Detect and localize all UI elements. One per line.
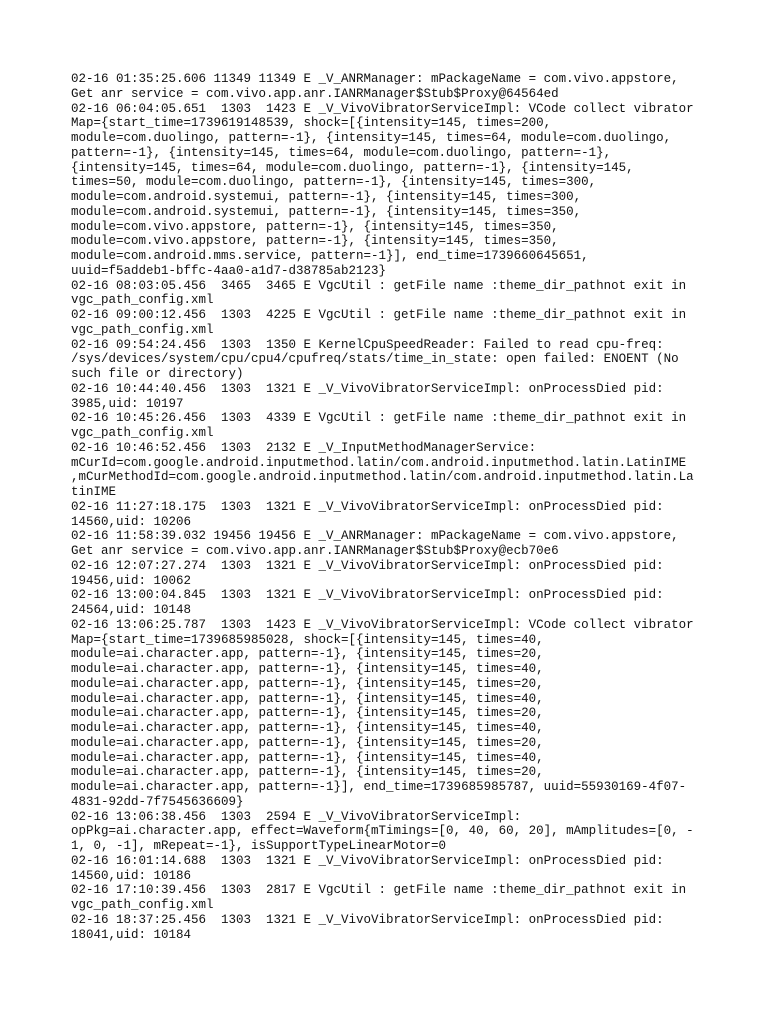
log-line: 14560,uid: 10206 [71,514,192,529]
log-line: module=com.android.systemui, pattern=-1}, {intensity=145, times=300, [71,190,582,204]
log-line: 1, 0, -1], mRepeat=-1}, isSupportTypeLinearMotor=0 [71,839,447,853]
log-line: 24564,uid: 10148 [71,603,192,617]
log-line: vgc_path_config.xml [71,293,214,308]
log-line: module=com.android.mms.service, pattern=-1}], end_time=1739660645651, [71,249,589,263]
log-line: 02-16 13:00:04.845 1303 1321 E _V_VivoVibratorServiceImpl: onProcessDied pid: [71,588,664,603]
log-line: vgc_path_config.xml [71,426,214,440]
log-line: Get anr service = com.vivo.app.anr.IANRManager$Stub$Proxy@ecb70e6 [71,544,559,558]
log-line: module=com.android.systemui, pattern=-1}, {intensity=145, times=350, [71,204,582,219]
log-line: 02-16 10:44:40.456 1303 1321 E _V_VivoVibratorServiceImpl: onProcessDied pid: [71,381,664,396]
log-line: 02-16 17:10:39.456 1303 2817 E VgcUtil : getFile name :theme_dir_pathnot exit in [71,883,687,898]
log-line: Map={start_time=1739619148539, shock=[{intensity=145, times=200, [71,116,552,131]
log-line: vgc_path_config.xml [71,898,214,912]
log-line: 02-16 08:03:05.456 3465 3465 E VgcUtil : getFile name :theme_dir_pathnot exit in [71,278,687,293]
log-line: 4831-92dd-7f7545636609} [71,794,244,809]
log-line: 02-16 01:35:25.606 11349 11349 E _V_ANRManager: mPackageName = com.vivo.appstore, [71,72,679,86]
log-line: 02-16 11:27:18.175 1303 1321 E _V_VivoVibratorServiceImpl: onProcessDied pid: [71,499,664,514]
log-document [71,72,703,942]
log-line: module=ai.character.app, pattern=-1}, {intensity=145, times=20, [71,676,544,691]
log-line: 02-16 13:06:25.787 1303 1423 E _V_VivoVibratorServiceImpl: VCode collect vibrator [71,617,694,632]
log-line: {intensity=145, times=64, module=com.duolingo, pattern=-1}, {intensity=145, [71,160,634,175]
log-line: 02-16 11:58:39.032 19456 19456 E _V_ANRManager: mPackageName = com.vivo.appstore, [71,529,679,544]
log-line: 02-16 12:07:27.274 1303 1321 E _V_VivoVibratorServiceImpl: onProcessDied pid: [71,558,664,573]
log-line: module=com.vivo.appstore, pattern=-1}, {intensity=145, times=350, [71,234,559,249]
log-line: times=50, module=com.duolingo, pattern=-1}, {intensity=145, times=300, [71,175,597,190]
log-line: 02-16 09:00:12.456 1303 4225 E VgcUtil : getFile name :theme_dir_pathnot exit in [71,308,687,322]
log-line: tinIME [71,485,117,499]
log-line: module=ai.character.app, pattern=-1}, {intensity=145, times=40, [71,721,544,735]
log-line: module=ai.character.app, pattern=-1}], end_time=1739685985787, uuid=55930169-4f07- [71,780,687,794]
log-line: module=ai.character.app, pattern=-1}, {intensity=145, times=40, [71,662,544,676]
log-line: 19456,uid: 10062 [71,573,192,588]
log-line: such file or directory) [71,367,244,381]
log-line: Get anr service = com.vivo.app.anr.IANRManager$Stub$Proxy@64564ed [71,86,559,101]
log-line: ,mCurMethodId=com.google.android.inputmethod.latin/com.android.inputmethod.latin.La [71,470,694,485]
log-line: 02-16 16:01:14.688 1303 1321 E _V_VivoVibratorServiceImpl: onProcessDied pid: [71,853,664,868]
log-line: 02-16 06:04:05.651 1303 1423 E _V_VivoVibratorServiceImpl: VCode collect vibrator [71,101,694,116]
log-line: module=com.duolingo, pattern=-1}, {intensity=145, times=64, module=com.duolingo, [71,131,672,145]
log-line: module=com.vivo.appstore, pattern=-1}, {intensity=145, times=350, [71,219,559,234]
log-line: Map={start_time=1739685985028, shock=[{intensity=145, times=40, [71,632,544,647]
log-line: 02-16 10:46:52.456 1303 2132 E _V_InputMethodManagerService: [71,440,537,455]
log-line: 02-16 10:45:26.456 1303 4339 E VgcUtil : getFile name :theme_dir_pathnot exit in [71,411,687,426]
log-line: 14560,uid: 10186 [71,868,192,883]
log-line: 18041,uid: 10184 [71,927,192,942]
log-line: mCurId=com.google.android.inputmethod.latin/com.android.inputmethod.latin.LatinIME [71,455,687,470]
log-line: module=ai.character.app, pattern=-1}, {intensity=145, times=20, [71,706,544,721]
log-line: 02-16 09:54:24.456 1303 1350 E KernelCpuSpeedReader: Failed to read cpu-freq: [71,337,664,352]
log-line: uuid=f5addeb1-bffc-4aa0-a1d7-d38785ab2123} [71,263,387,278]
log-line: opPkg=ai.character.app, effect=Waveform{mTimings=[0, 40, 60, 20], mAmplitudes=[0, - [71,824,694,839]
log-line: module=ai.character.app, pattern=-1}, {intensity=145, times=20, [71,647,544,662]
log-line: module=ai.character.app, pattern=-1}, {intensity=145, times=40, [71,750,544,765]
log-line: module=ai.character.app, pattern=-1}, {intensity=145, times=20, [71,765,544,780]
log-line: pattern=-1}, {intensity=145, times=64, module=com.duolingo, pattern=-1}, [71,145,612,160]
log-line: 3985,uid: 10197 [71,396,184,411]
log-line: /sys/devices/system/cpu/cpu4/cpufreq/stats/time_in_state: open failed: ENOENT (No [71,352,679,367]
log-line: module=ai.character.app, pattern=-1}, {intensity=145, times=20, [71,735,544,750]
log-line: vgc_path_config.xml [71,322,214,337]
log-line: 02-16 18:37:25.456 1303 1321 E _V_VivoVibratorServiceImpl: onProcessDied pid: [71,912,664,927]
log-line: 02-16 13:06:38.456 1303 2594 E _V_VivoVibratorServiceImpl: [71,809,522,824]
log-line: module=ai.character.app, pattern=-1}, {intensity=145, times=40, [71,691,544,706]
